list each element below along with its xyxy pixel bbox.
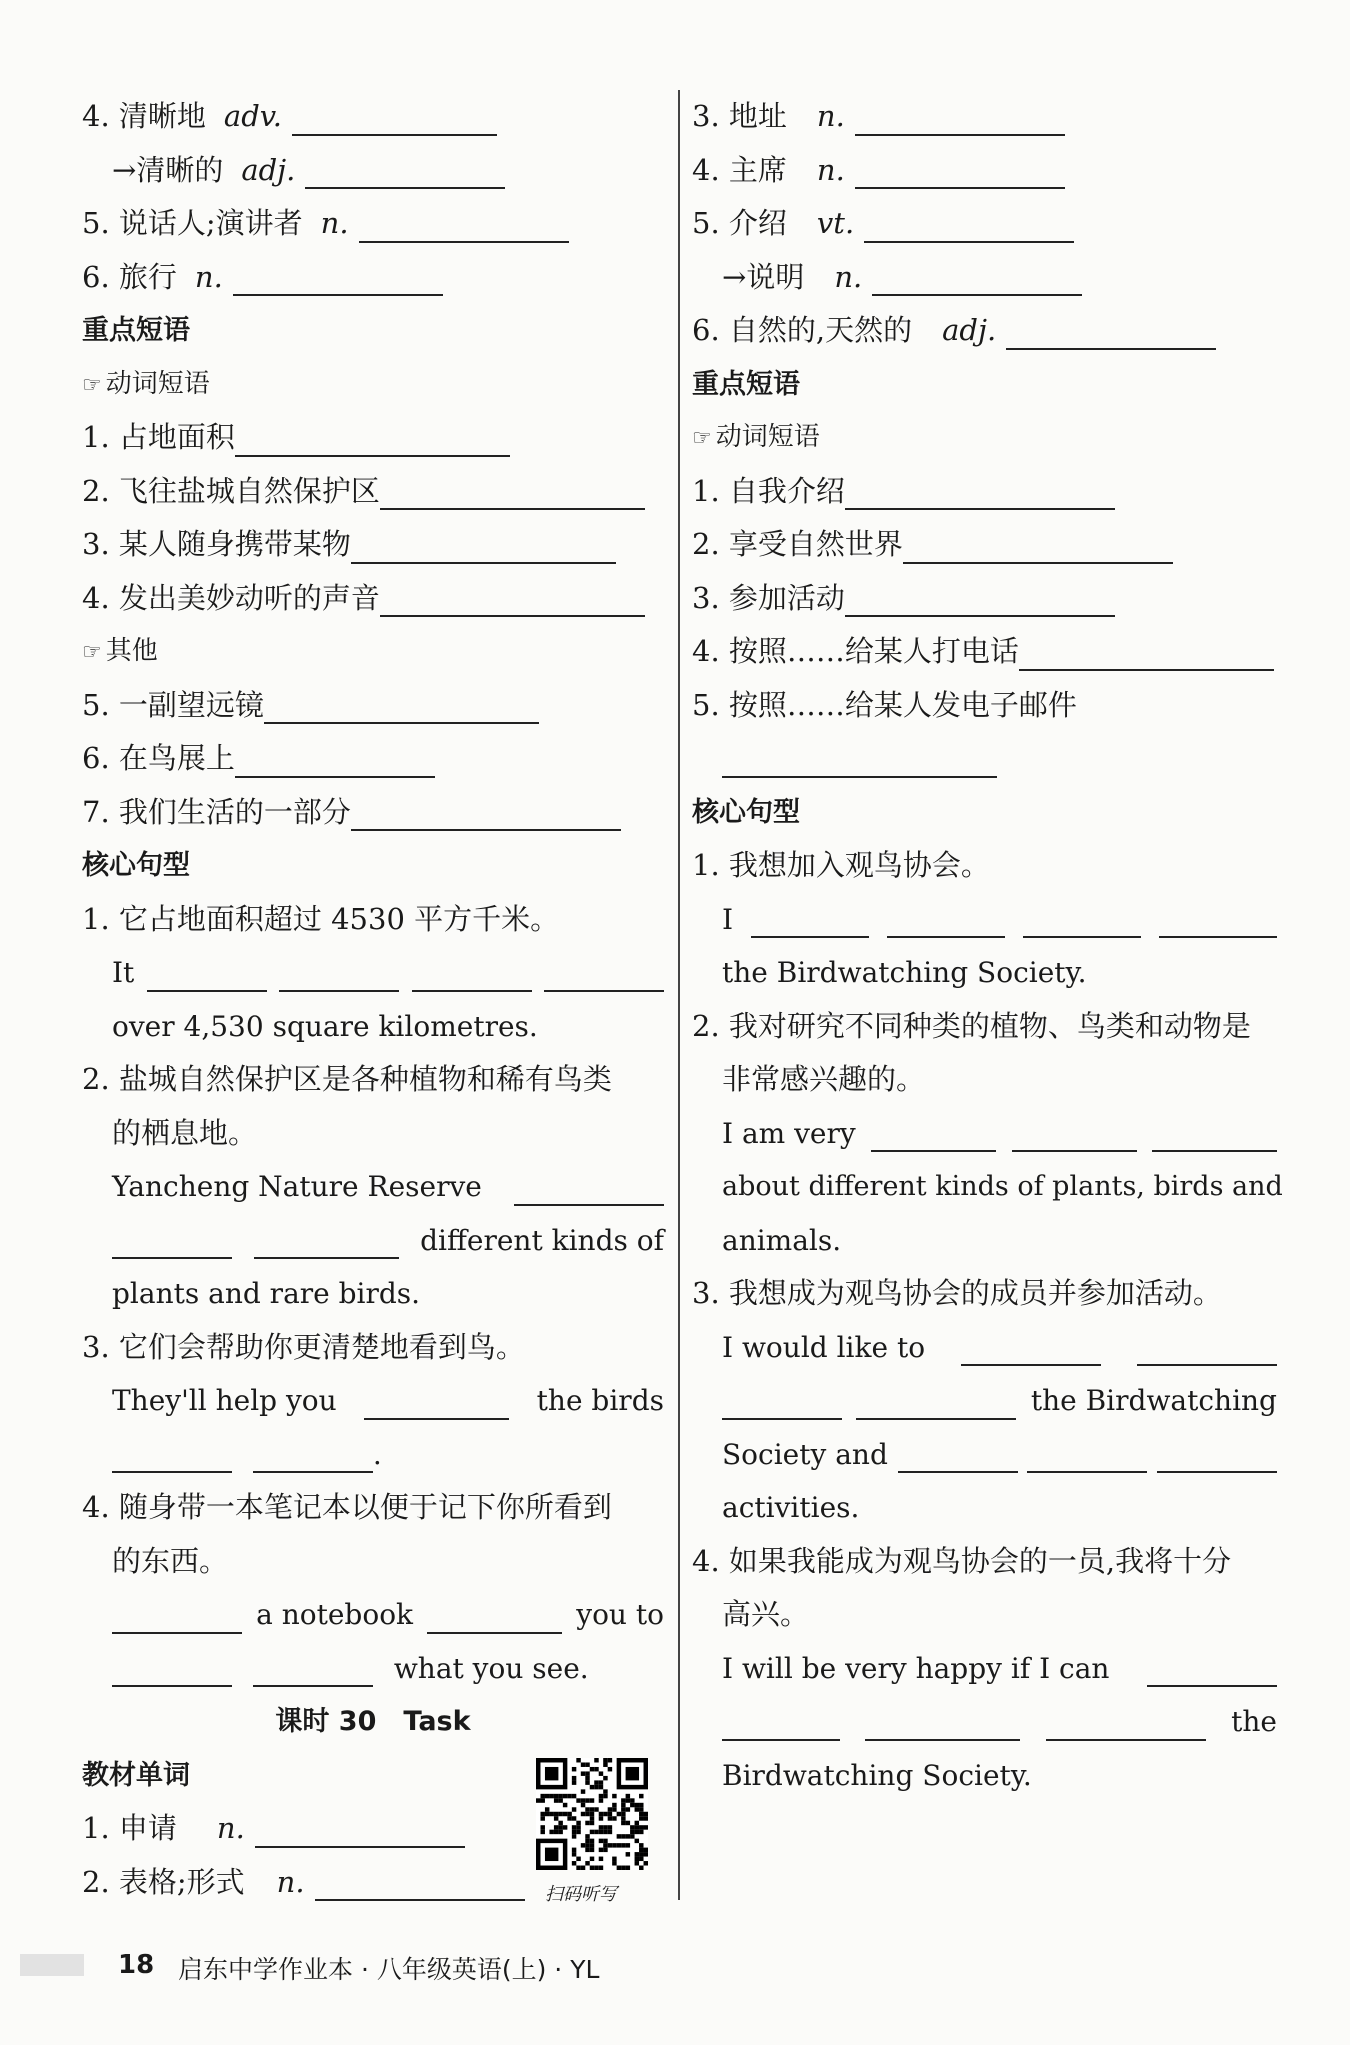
part-of-speech: adj.: [241, 152, 296, 187]
subsection-label-text: 动词短语: [715, 422, 820, 452]
answer-blank[interactable]: [1012, 1112, 1137, 1152]
pointing-hand-icon: ☞: [692, 426, 712, 451]
column-divider: [678, 90, 680, 1900]
lesson-title: 课时 30 Task: [275, 1706, 471, 1737]
item-number: 4.: [82, 580, 110, 615]
answer-blank[interactable]: [305, 149, 505, 189]
english-text: It: [112, 956, 135, 989]
english-text: what you see.: [393, 1651, 589, 1685]
answer-blank[interactable]: [1027, 1433, 1147, 1473]
english-text: I am very: [722, 1116, 856, 1150]
phrase-item: [82, 679, 664, 733]
answer-blank[interactable]: [412, 952, 532, 992]
vocab-item: [82, 90, 664, 144]
chinese-word: 清晰地: [118, 99, 206, 133]
phrase-item: [82, 786, 664, 840]
answer-blank[interactable]: [856, 1380, 1016, 1420]
english-text: I will be very happy if I can: [722, 1651, 1110, 1685]
sentence-chinese: 1. 它占地面积超过 4530 平方千米。: [82, 901, 560, 936]
answer-blank[interactable]: [1006, 310, 1216, 350]
vocab-item: [692, 304, 1277, 358]
part-of-speech: n.: [216, 1811, 245, 1845]
answer-blank[interactable]: [364, 1380, 509, 1420]
sentence-english: [82, 1642, 664, 1696]
chinese-phrase: 自我介绍: [728, 473, 845, 508]
answer-blank[interactable]: [235, 738, 435, 778]
left-column: [82, 90, 664, 1909]
answer-blank[interactable]: [903, 524, 1173, 564]
answer-blank[interactable]: [722, 738, 997, 778]
subsection-label: [692, 411, 1277, 465]
sentence-english: [82, 1374, 664, 1428]
item-number: 4.: [692, 152, 720, 187]
sentence-chinese: 的东西。: [112, 1543, 229, 1578]
english-text: the Birdwatching: [1030, 1384, 1277, 1417]
phrase-item: [82, 518, 664, 572]
item-number: 6.: [82, 259, 110, 294]
arrow-icon: →: [112, 152, 137, 187]
item-number: 3.: [692, 99, 720, 133]
section-heading: 重点短语: [82, 315, 190, 346]
section-heading: 核心句型: [692, 796, 800, 828]
subsection-label-text: 其他: [105, 636, 158, 666]
sentence-english: [692, 1107, 1277, 1161]
page-number: 18: [118, 1950, 155, 1980]
pointing-hand-icon: ☞: [82, 640, 102, 665]
sentence-chinese: 1. 我想加入观鸟协会。: [692, 848, 990, 882]
phrase-item: [692, 518, 1277, 572]
answer-blank[interactable]: [1019, 631, 1274, 671]
qr-code[interactable]: [536, 1758, 648, 1870]
answer-blank[interactable]: [279, 952, 399, 992]
sentence-english: [82, 1588, 664, 1642]
answer-blank[interactable]: [514, 1166, 664, 1206]
chinese-word: 旅行: [118, 259, 177, 294]
answer-blank[interactable]: [864, 203, 1074, 243]
subsection-label: [82, 358, 664, 412]
section-heading: 教材单词: [82, 1759, 190, 1791]
pointing-hand-icon: ☞: [82, 372, 102, 398]
answer-blank[interactable]: [351, 791, 621, 831]
phrase-item: [82, 732, 664, 786]
answer-blank[interactable]: [961, 1326, 1101, 1366]
answer-blank[interactable]: [845, 577, 1115, 617]
chinese-phrase: 发出美妙动听的声音: [118, 580, 380, 615]
item-number: 2.: [82, 473, 110, 508]
item-number: 3.: [82, 527, 110, 561]
english-text: different kinds of: [420, 1223, 664, 1257]
english-text: They'll help you: [112, 1384, 337, 1417]
chinese-word: 自然的,天然的: [728, 313, 913, 347]
chinese-phrase: 某人随身携带某物: [118, 527, 351, 561]
sentence-chinese: 2. 盐城自然保护区是各种植物和稀有鸟类: [82, 1062, 612, 1096]
item-number: 7.: [82, 794, 110, 829]
chinese-phrase: 在鸟展上: [118, 741, 235, 775]
phrase-item: [82, 572, 664, 626]
sentence-english: [692, 1695, 1277, 1749]
sentence-english: [692, 893, 1277, 947]
sentence-chinese: 高兴。: [722, 1597, 810, 1631]
sentence-english: [82, 946, 664, 1000]
sentence-chinese: 2. 我对研究不同种类的植物、鸟类和动物是: [692, 1008, 1251, 1043]
answer-blank[interactable]: [1046, 1701, 1206, 1741]
item-number: 1.: [82, 420, 110, 454]
chinese-phrase: 飞往盐城自然保护区: [118, 473, 380, 508]
answer-blank[interactable]: [351, 524, 616, 564]
answer-blank[interactable]: [1152, 1112, 1277, 1152]
answer-blank[interactable]: [751, 898, 869, 938]
english-text: you to: [576, 1598, 664, 1631]
sentence-english: animals.: [722, 1223, 842, 1257]
chinese-word: 表格;形式: [118, 1864, 245, 1899]
answer-blank[interactable]: [865, 1701, 1020, 1741]
subsection-label-text: 动词短语: [105, 368, 210, 399]
sentence-english: [692, 1374, 1277, 1428]
answer-blank[interactable]: [898, 1433, 1018, 1473]
chinese-word: 清晰的: [136, 152, 224, 187]
part-of-speech: adj.: [942, 313, 997, 347]
answer-blank[interactable]: [112, 1647, 232, 1687]
sentence-english: activities.: [722, 1491, 860, 1524]
item-number: 4.: [692, 634, 720, 668]
part-of-speech: adv.: [223, 99, 282, 133]
chinese-phrase: 占地面积: [118, 420, 235, 454]
part-of-speech: vt.: [816, 206, 855, 240]
phrase-item: [82, 465, 664, 519]
answer-blank[interactable]: [147, 952, 267, 992]
english-text: the: [1231, 1705, 1277, 1738]
item-number: 4.: [82, 99, 110, 133]
chinese-word: 说明: [746, 259, 805, 294]
item-number: 5.: [82, 687, 110, 722]
answer-blank[interactable]: [112, 1219, 232, 1259]
phrase-item: [692, 465, 1277, 519]
arrow-icon: →: [722, 259, 747, 294]
answer-blank[interactable]: [1137, 1326, 1277, 1366]
answer-blank[interactable]: [292, 96, 497, 136]
item-number: 5.: [692, 687, 720, 722]
page-footer: [0, 1940, 1350, 1990]
phrase-item: [692, 625, 1277, 679]
item-number: 6.: [82, 741, 110, 775]
vocab-item: [692, 90, 1277, 144]
answer-blank[interactable]: [722, 1701, 840, 1741]
answer-blank[interactable]: [255, 1808, 465, 1848]
answer-blank[interactable]: [253, 1433, 373, 1473]
answer-blank[interactable]: [233, 256, 443, 296]
answer-blank[interactable]: [872, 256, 1082, 296]
answer-blank[interactable]: [315, 1861, 525, 1901]
answer-blank[interactable]: [871, 1112, 996, 1152]
english-text: a notebook: [256, 1598, 414, 1631]
part-of-speech: n.: [194, 259, 223, 294]
answer-blank[interactable]: [235, 417, 510, 457]
vocab-item: [82, 144, 664, 198]
sentence-english: [692, 1428, 1277, 1482]
chinese-phrase: 一副望远镜: [118, 687, 264, 722]
part-of-speech: n.: [834, 259, 863, 294]
english-text: the birds: [536, 1384, 664, 1417]
sentence-english: [82, 1428, 664, 1482]
part-of-speech: n.: [276, 1864, 305, 1899]
chinese-phrase: 按照……给某人打电话: [728, 634, 1019, 668]
vocab-item: [692, 197, 1277, 251]
phrase-item: [692, 572, 1277, 626]
item-number: 3.: [692, 580, 720, 615]
phrase-answer-line: [692, 732, 1277, 786]
qr-caption: 扫码听写: [545, 1884, 617, 1905]
sentence-chinese: 3. 它们会帮助你更清楚地看到鸟。: [82, 1329, 525, 1364]
sentence-english: [82, 1160, 664, 1214]
phrase-item: [692, 679, 1277, 733]
sentence-english: [692, 1321, 1277, 1375]
item-number: 5.: [692, 206, 720, 240]
sentence-english: [82, 1214, 664, 1268]
part-of-speech: n.: [816, 99, 845, 133]
item-number: 5.: [82, 206, 110, 240]
answer-blank[interactable]: [427, 1594, 562, 1634]
vocab-item: [82, 251, 664, 305]
item-number: 1.: [82, 1811, 110, 1845]
chinese-word: 介绍: [728, 206, 787, 240]
english-text: I would like to: [722, 1330, 926, 1364]
answer-blank[interactable]: [845, 470, 1115, 510]
vocab-item: [692, 251, 1277, 305]
chinese-phrase: 按照……给某人发电子邮件: [728, 687, 1077, 722]
phrase-item: [82, 411, 664, 465]
book-title: 启东中学作业本 · 八年级英语(上) · YL: [178, 1955, 600, 1984]
answer-blank[interactable]: [887, 898, 1005, 938]
chinese-phrase: 参加活动: [728, 580, 845, 615]
item-number: 6.: [692, 313, 720, 347]
answer-blank[interactable]: [1159, 898, 1277, 938]
sentence-chinese: 4. 随身带一本笔记本以便于记下你所看到: [82, 1490, 612, 1524]
sentence-chinese: 非常感兴趣的。: [722, 1062, 926, 1096]
answer-blank[interactable]: [112, 1594, 242, 1634]
answer-blank[interactable]: [544, 952, 664, 992]
sentence-chinese: 4. 如果我能成为观鸟协会的一员,我将十分: [692, 1543, 1232, 1578]
answer-blank[interactable]: [254, 1219, 399, 1259]
answer-blank[interactable]: [722, 1380, 842, 1420]
vocab-item: [692, 144, 1277, 198]
subsection-label: [82, 625, 664, 679]
chinese-word: 说话人;演讲者: [118, 206, 303, 240]
english-text: Society and: [722, 1437, 888, 1471]
sentence-chinese: 3. 我想成为观鸟协会的成员并参加活动。: [692, 1276, 1222, 1310]
item-number: 2.: [692, 527, 720, 561]
part-of-speech: n.: [816, 152, 845, 187]
footer-decoration: [20, 1954, 84, 1976]
english-text: I: [722, 902, 734, 936]
section-heading: 核心句型: [82, 850, 190, 881]
part-of-speech: n.: [320, 206, 349, 240]
sentence-english: over 4,530 square kilometres.: [112, 1009, 538, 1043]
english-text: Yancheng Nature Reserve: [112, 1170, 482, 1203]
answer-blank[interactable]: [264, 684, 539, 724]
english-text: .: [372, 1437, 382, 1471]
chinese-word: 申请: [118, 1811, 177, 1845]
sentence-chinese: 的栖息地。: [112, 1115, 258, 1150]
item-number: 1.: [692, 473, 720, 508]
sentence-english: the Birdwatching Society.: [722, 956, 1087, 989]
sentence-english: Birdwatching Society.: [722, 1758, 1032, 1792]
answer-blank[interactable]: [855, 96, 1065, 136]
item-number: 2.: [82, 1864, 110, 1899]
chinese-word: 地址: [728, 99, 787, 133]
vocab-item: [82, 197, 664, 251]
section-heading: 重点短语: [692, 368, 800, 400]
right-column: [692, 90, 1283, 1802]
chinese-word: 主席: [728, 152, 787, 187]
chinese-phrase: 我们生活的一部分: [118, 794, 351, 829]
answer-blank[interactable]: [1023, 898, 1141, 938]
sentence-english: [692, 1642, 1277, 1696]
answer-blank[interactable]: [1157, 1433, 1277, 1473]
answer-blank[interactable]: [253, 1647, 373, 1687]
sentence-english: about different kinds of plants, birds and: [722, 1171, 1283, 1202]
answer-blank[interactable]: [380, 577, 645, 617]
chinese-phrase: 享受自然世界: [728, 527, 903, 561]
sentence-english: plants and rare birds.: [112, 1277, 421, 1310]
answer-blank[interactable]: [359, 203, 569, 243]
answer-blank[interactable]: [855, 149, 1065, 189]
answer-blank[interactable]: [380, 470, 645, 510]
answer-blank[interactable]: [1147, 1647, 1277, 1687]
answer-blank[interactable]: [112, 1433, 232, 1473]
